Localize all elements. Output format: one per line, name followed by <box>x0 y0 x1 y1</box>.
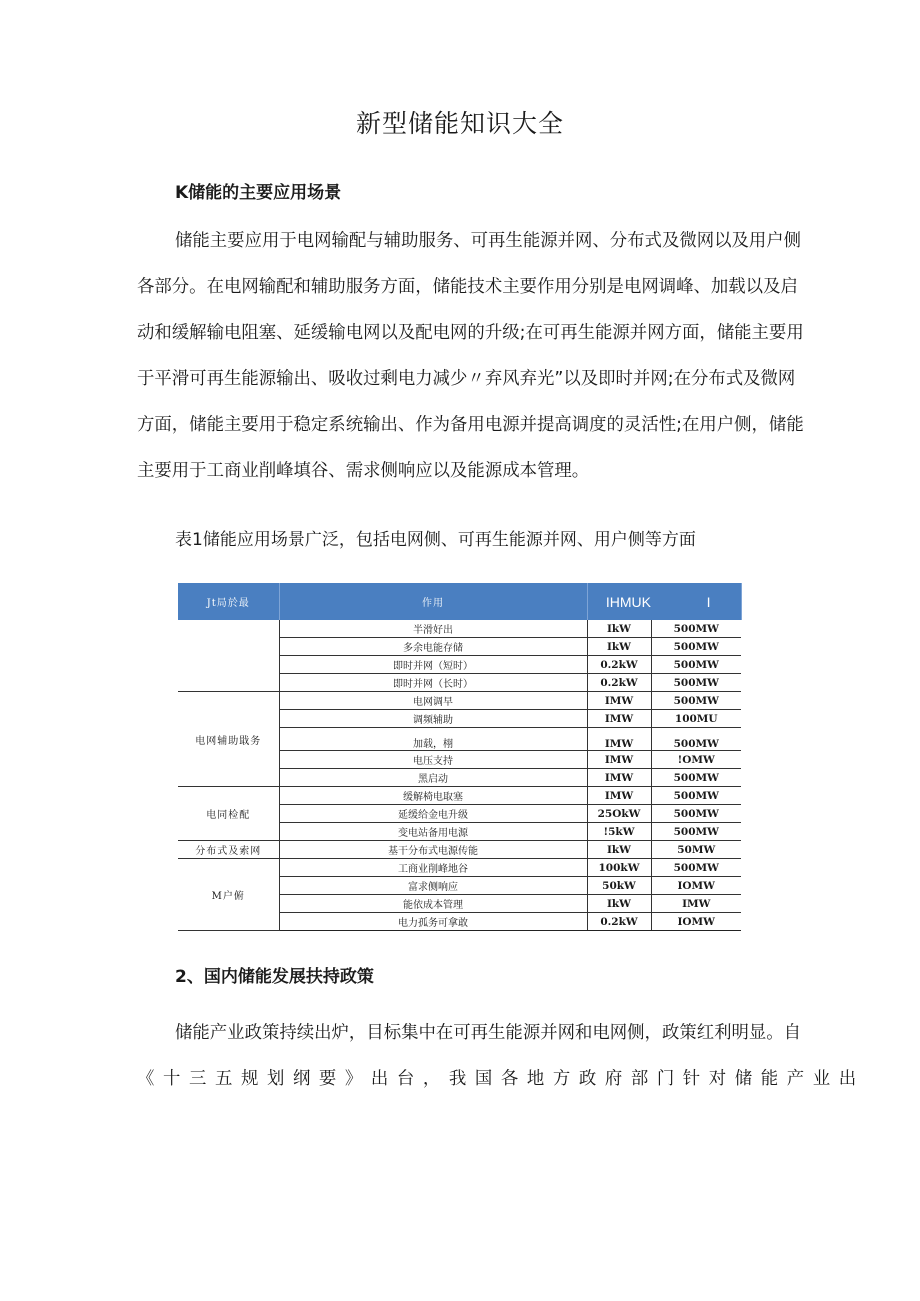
paragraph-line: 动和缓解输电阻塞、延缓输电网以及配电网的升级;在可再生能源并网方面，储能主要用 <box>137 323 804 343</box>
paragraph-line: 各部分。在电网输配和辅助服务方面，储能技术主要作用分别是电网调峰、加载以及启 <box>137 277 798 297</box>
min-cell: IMW <box>587 769 651 787</box>
max-cell: 100MU <box>651 710 741 728</box>
paragraph-line: 于平滑可再生能源输出、吸收过剩电力减少〃弃风弃光”以及即时并网;在分布式及微网 <box>137 369 796 389</box>
use-cell: 电网调早 <box>279 692 587 710</box>
section2-paragraph <box>137 1010 865 1102</box>
min-cell: IkW <box>587 895 651 913</box>
paragraph-line: 方面，储能主要用于稳定系统输出、作为备用电源并提高调度的灵活性;在用户侧，储能 <box>137 415 804 435</box>
use-cell: 富求侧响应 <box>279 877 587 895</box>
min-cell: 100kW <box>587 859 651 877</box>
min-cell: IkW <box>587 638 651 656</box>
max-cell: 500MW <box>651 674 741 692</box>
min-cell: 25OkW <box>587 805 651 823</box>
min-cell: 0.2kW <box>587 674 651 692</box>
document-title: 新型储能知识大全 <box>355 109 564 138</box>
min-cell: IkW <box>587 841 651 859</box>
min-cell: 0.2kW <box>587 656 651 674</box>
max-cell: 500MW <box>651 859 741 877</box>
max-cell: 500MW <box>651 823 741 841</box>
min-cell: IMW <box>587 710 651 728</box>
use-cell: 多余电能存储 <box>279 638 587 656</box>
max-cell: 500MW <box>651 728 741 751</box>
section-heading-policy: 2、国内储能发展扶持政策 <box>175 967 374 987</box>
max-cell: !OMW <box>651 751 741 769</box>
use-cell: 半滑好出 <box>279 620 587 638</box>
category-cell <box>178 620 279 692</box>
min-cell: IkW <box>587 620 651 638</box>
paragraph-line: 《十三五规划纲要》出台，我国各地方政府部门针对储能产业出 <box>137 1069 865 1089</box>
table-caption: 表1储能应用场景广泛，包括电网侧、可再生能源并网、用户侧等方面 <box>175 530 696 550</box>
table-row <box>178 692 741 710</box>
min-cell: 0.2kW <box>587 913 651 931</box>
category-cell: 分布式及索网 <box>178 841 279 859</box>
min-cell: IMW <box>587 728 651 751</box>
max-cell: 500MW <box>651 656 741 674</box>
max-cell: IMW <box>651 895 741 913</box>
paragraph-line: 主要用于工商业削峰填谷、需求侧响应以及能源成本管理。 <box>137 461 590 481</box>
use-cell: 即时并网（长时） <box>279 674 587 692</box>
category-cell: M户俯 <box>178 859 279 931</box>
use-cell: 能依成本管理 <box>279 895 587 913</box>
max-cell: IOMW <box>651 913 741 931</box>
max-cell: 500MW <box>651 692 741 710</box>
header-scale-extra: I <box>651 583 741 620</box>
max-cell: 50MW <box>651 841 741 859</box>
use-cell: 加载，栩 <box>279 728 587 751</box>
table-row <box>178 787 741 805</box>
table-row <box>178 859 741 877</box>
max-cell: 500MW <box>651 620 741 638</box>
table-row <box>178 841 741 859</box>
min-cell: !5kW <box>587 823 651 841</box>
use-cell: 工商业削峰地谷 <box>279 859 587 877</box>
use-cell: 即时并网（短时） <box>279 656 587 674</box>
use-cell: 电压支持 <box>279 751 587 769</box>
use-cell: 电力孤务可拿敢 <box>279 913 587 931</box>
section-heading-applications: K储能的主要应用场景 <box>175 183 342 203</box>
paragraph-line: 储能产业政策持续出炉，目标集中在可再生能源并网和电网侧，政策红利明显。自 <box>175 1023 802 1043</box>
paragraph-line: 储能主要应用于电网输配与辅助服务、可再生能源并网、分布式及微网以及用户侧 <box>175 231 802 251</box>
header-scale: IHMUK <box>587 583 651 620</box>
max-cell: 500MW <box>651 805 741 823</box>
header-function: 作用 <box>279 583 587 620</box>
category-cell: 电同检配 <box>178 787 279 841</box>
use-cell: 黑启动 <box>279 769 587 787</box>
section1-paragraph <box>137 218 804 494</box>
max-cell: 500MW <box>651 638 741 656</box>
use-cell: 调频辅助 <box>279 710 587 728</box>
max-cell: 500MW <box>651 787 741 805</box>
min-cell: IMW <box>587 787 651 805</box>
use-cell: 基干分布式电源传能 <box>279 841 587 859</box>
min-cell: 50kW <box>587 877 651 895</box>
use-cell: 缓解椅电取塞 <box>279 787 587 805</box>
min-cell: IMW <box>587 751 651 769</box>
category-cell: 电网辅助戢务 <box>178 692 279 787</box>
header-scenario: Jt局於最 <box>178 583 279 620</box>
use-cell: 延缓给金电升级 <box>279 805 587 823</box>
min-cell: IMW <box>587 692 651 710</box>
table-header-row <box>178 583 741 620</box>
max-cell: 500MW <box>651 769 741 787</box>
applications-table <box>178 583 742 931</box>
max-cell: IOMW <box>651 877 741 895</box>
table-row <box>178 620 741 638</box>
use-cell: 变电站备用电源 <box>279 823 587 841</box>
